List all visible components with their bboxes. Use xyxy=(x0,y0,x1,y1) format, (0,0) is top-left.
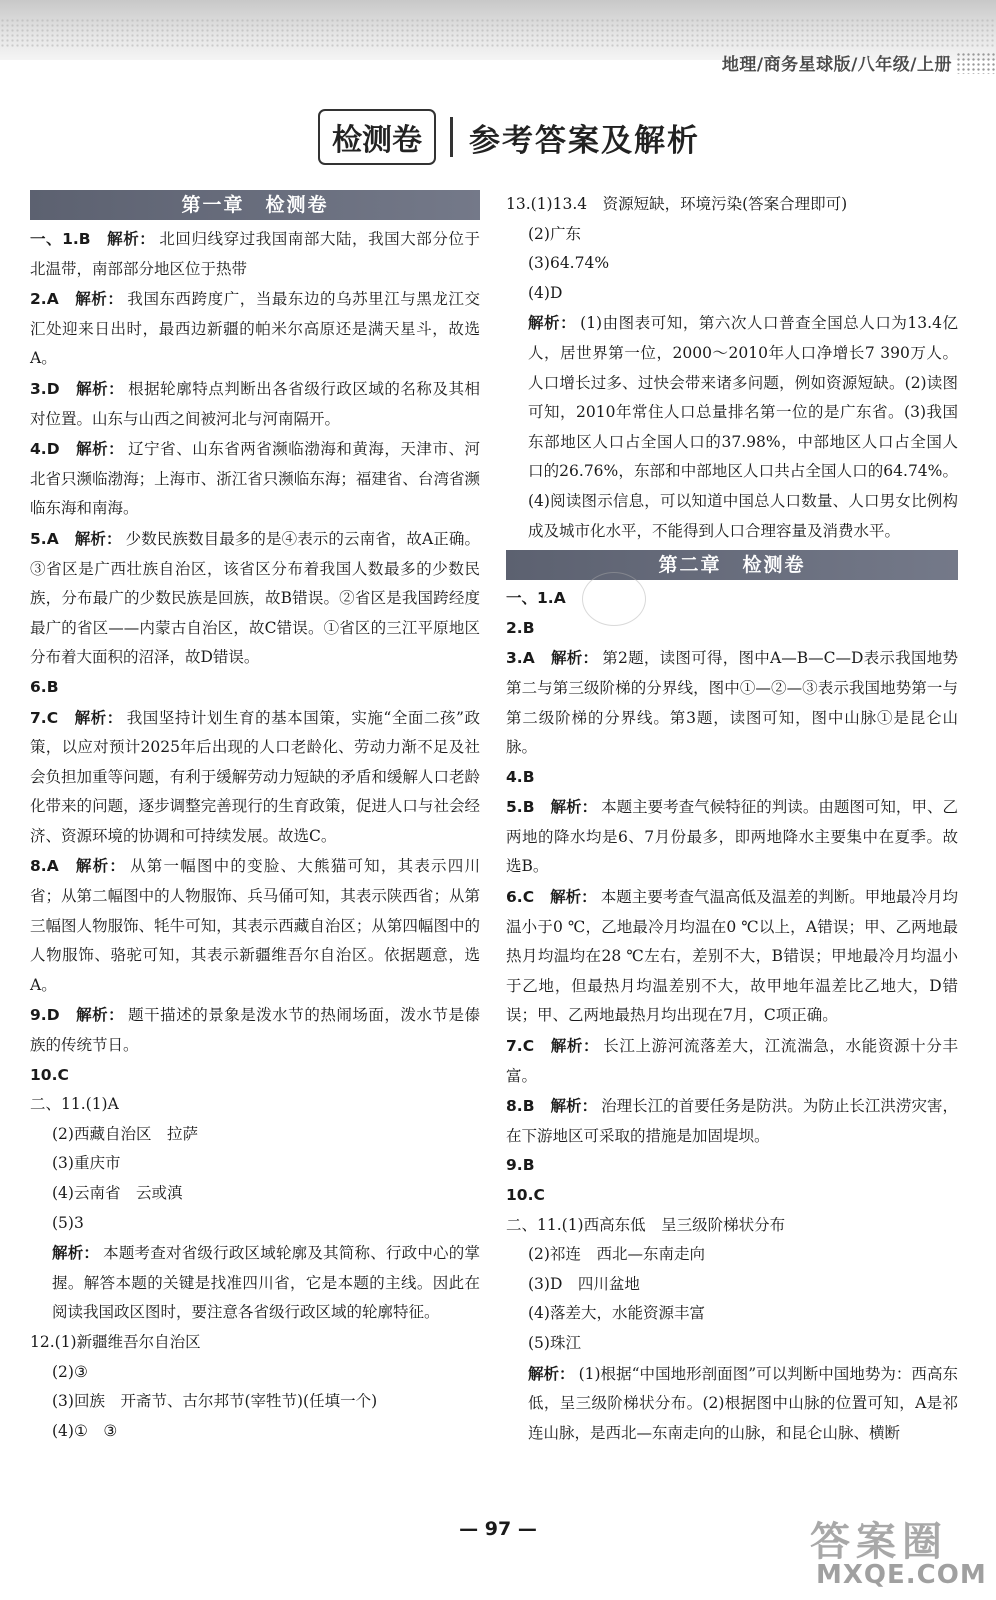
question-number: 7. xyxy=(30,708,47,727)
answer-line: (3)回族 开斋节、古尔邦节(宰牲节)(任填一个) xyxy=(52,1392,378,1411)
answer-item xyxy=(506,614,958,644)
answer-choice: B xyxy=(46,677,59,696)
analysis-text: 治理长江的首要任务是防洪。为防止长江洪涝灾害，在下游地区可采取的措施是加固堤坝。 xyxy=(506,1097,958,1145)
analysis-text: (1)由图表可知，第六次人口普查全国总人口为13.4亿人，居世界第一位，2000～2010年人口净增长7 390万人。人口增长过多、过快会带来诸多问题，例如资源短缺。(2)读图可知，2010年常住人口总量排名第一位的是广东省。(3)我国东部地区人口占全国人口的37.98%，中部地区人口占全国人口的26.76%，东部和中部地区人口共占全国人口的64.74%。(4)阅读图示信息，可以知道中国总人口数量、人口男女比例构成及城市化水平，不能得到人口合理容量及消费水平。 xyxy=(528,314,958,540)
analysis-label: 解析： xyxy=(74,856,127,876)
question-number: 7. xyxy=(506,1037,523,1056)
analysis-text: 少数民族数目最多的是④表示的云南省，故A正确。③省区是广西壮族自治区，该省区分布着我国人数最多的少数民族，分布最广的少数民族是回族，故B错误。②省区是我国跨经度最广的省区——内蒙古自治区，故C错误。①省区的三江平原地区分布着大面积的沼泽，故D错误。 xyxy=(30,529,480,667)
answer-q11-ch2 xyxy=(506,1211,958,1449)
answer-choice: C xyxy=(46,708,59,727)
analysis-label: 解析： xyxy=(550,1036,600,1056)
answer-choice: B xyxy=(522,798,535,817)
answer-choice: D xyxy=(46,1006,60,1025)
analysis-text: 我国东西跨度广，当最东边的乌苏里江与黑龙江交汇处迎来日出时，最西边新疆的帕米尔高原还是满天星斗，故选A。 xyxy=(30,290,480,368)
answer-choice: A xyxy=(553,589,566,608)
answer-item xyxy=(506,1151,958,1181)
faint-stamp-mark xyxy=(582,572,646,626)
answer-choice: C xyxy=(522,1037,535,1056)
answer-item xyxy=(506,792,958,882)
analysis-text: 北回归线穿过我国南部大陆，我国大部分位于北温带，南部部分地区位于热带 xyxy=(30,230,480,278)
answer-line: (2)广东 xyxy=(528,224,581,243)
analysis-label: 解析： xyxy=(75,439,125,459)
question-number: 5. xyxy=(506,798,523,817)
answer-choice: A xyxy=(46,290,59,309)
question-number: 2. xyxy=(506,618,523,637)
header-dot-pattern xyxy=(956,52,996,74)
analysis-text: 第2题，读图可得，图中A—B—C—D表示我国地势第二与第三级阶梯的分界线，图中①—②—③表示我国地势第一与第二级阶梯的分界线。第3题，读图可知，图中山脉①是昆仑山脉。 xyxy=(506,649,958,757)
answer-item xyxy=(506,584,958,614)
answer-item xyxy=(30,1000,480,1060)
answer-line: (2)③ xyxy=(52,1362,88,1381)
question-number: 4. xyxy=(30,440,47,459)
analysis-label: 解析： xyxy=(75,1005,125,1025)
answer-line: 二、11.(1)A xyxy=(30,1095,119,1114)
question-number: 一、1. xyxy=(30,230,79,248)
analysis-text: 长江上游河流落差大，江流湍急，水能资源十分丰富。 xyxy=(506,1037,958,1085)
answer-choice: B xyxy=(522,1097,535,1116)
answer-line: (3)重庆市 xyxy=(52,1154,121,1173)
answer-list-ch2 xyxy=(506,584,958,1210)
answer-choice: A xyxy=(522,649,535,668)
answer-item xyxy=(30,524,480,673)
analysis-label: 解析： xyxy=(74,528,122,548)
answer-q13-ch1 xyxy=(506,190,958,546)
answer-line: 二、11.(1)西高东低 呈三级阶梯状分布 xyxy=(506,1215,786,1234)
answer-item xyxy=(506,882,958,1031)
analysis-label: 解析： xyxy=(74,289,124,309)
question-number: 8. xyxy=(506,1097,523,1116)
answer-line: (4)① ③ xyxy=(52,1421,118,1440)
answer-choice: C xyxy=(522,888,535,907)
analysis-text: 辽宁省、山东省两省濒临渤海和黄海，天津市、河北省只濒临渤海；上海市、浙江省只濒临东海；福建省、台湾省濒临东海和南海。 xyxy=(30,440,480,518)
right-column xyxy=(506,190,958,1448)
site-watermark-logo xyxy=(810,1510,987,1590)
answer-q12-ch1 xyxy=(30,1328,480,1446)
question-number: 3. xyxy=(30,379,47,398)
answer-item xyxy=(30,1061,480,1091)
answer-line: (2)祁连 西北—东南走向 xyxy=(528,1245,705,1264)
analysis-paragraph xyxy=(30,1238,480,1328)
answer-choice: D xyxy=(46,379,60,398)
answer-choice: C xyxy=(533,1186,545,1204)
watermark-top: 答案圈 xyxy=(810,1519,948,1565)
answer-item xyxy=(506,643,958,762)
answer-item xyxy=(506,763,958,793)
analysis-text: 根据轮廓特点判断出各省级行政区域的名称及其相对位置。山东与山西之间被河北与河南隔开。 xyxy=(30,379,480,428)
page-title xyxy=(318,108,700,166)
title-text: 参考答案及解析 xyxy=(469,122,700,159)
question-number: 6. xyxy=(506,888,523,907)
answer-line: (4)云南省 云或滇 xyxy=(52,1184,183,1202)
answer-line: (2)西藏自治区 拉萨 xyxy=(52,1124,198,1143)
question-number: 一、1. xyxy=(506,589,554,608)
answer-choice: D xyxy=(46,440,60,459)
question-number: 9. xyxy=(30,1006,47,1025)
analysis-text: 本题主要考查气温高低及温差的判断。甲地最冷月均温小于0 ℃，乙地最冷月均温在0 ℃以上，A错误；甲、乙两地最热月均温均在28 ℃左右，差别不大，B错误；甲地最冷月均温小于乙地，但最热月均温差别不大，故甲地年温差比乙地大，D错误；甲、乙两地最热月均出现在7月，C项正确。 xyxy=(506,888,958,1025)
book-series-label: 地理/商务星球版/八年级/上册 xyxy=(721,55,952,75)
page-number: — 97 — xyxy=(459,1518,537,1540)
answer-q11-ch1 xyxy=(30,1090,480,1328)
answer-choice: B xyxy=(522,767,535,786)
answer-item xyxy=(506,1031,958,1091)
analysis-text: 从第一幅图中的变脸、大熊猫可知，其表示四川省；从第二幅图中的人物服饰、兵马俑可知，其表示陕西省；从第三幅图人物服饰、牦牛可知，其表示西藏自治区；从第四幅图中的人物服饰、骆驼可知，其表示新疆维吾尔自治区。依据题意，选A。 xyxy=(30,857,480,994)
answer-line: (5)3 xyxy=(52,1213,84,1232)
answer-item xyxy=(506,1181,958,1211)
answer-list-ch1 xyxy=(30,224,480,1090)
analysis-paragraph xyxy=(506,1359,958,1449)
analysis-label: 解析： xyxy=(550,648,599,668)
analysis-paragraph xyxy=(506,308,958,546)
analysis-label: 解析： xyxy=(528,1363,575,1383)
question-number: 6. xyxy=(30,677,47,696)
analysis-label: 解析： xyxy=(550,797,598,817)
question-number: 3. xyxy=(506,649,523,668)
answer-choice: A xyxy=(46,529,59,548)
analysis-text: 题干描述的景象是泼水节的热闹场面，泼水节是傣族的传统节日。 xyxy=(30,1006,480,1055)
answer-choice: B xyxy=(78,230,91,248)
question-number: 10. xyxy=(506,1186,534,1204)
answer-line: 12.(1)新疆维吾尔自治区 xyxy=(30,1332,201,1351)
answer-line: (3)D 四川盆地 xyxy=(528,1274,640,1293)
answer-choice: B xyxy=(522,618,535,637)
analysis-text: 本题主要考查气候特征的判读。由题图可知，甲、乙两地的降水均是6、7月份最多，即两地降水主要集中在夏季。故选B。 xyxy=(506,798,958,876)
answer-item xyxy=(30,851,480,1000)
answer-item xyxy=(30,224,480,284)
analysis-label: 解析： xyxy=(550,1096,598,1116)
answer-item xyxy=(30,673,480,703)
left-column xyxy=(30,190,480,1446)
answer-line: 13.(1)13.4 资源短缺，环境污染(答案合理即可) xyxy=(506,195,848,213)
question-number: 5. xyxy=(30,529,47,548)
answer-item xyxy=(30,434,480,524)
analysis-label: 解析： xyxy=(75,378,125,398)
answer-line: (3)64.74% xyxy=(528,254,610,273)
question-number: 2. xyxy=(30,290,47,309)
analysis-label: 解析： xyxy=(106,229,156,248)
question-number: 8. xyxy=(30,857,47,876)
analysis-label: 解析： xyxy=(74,707,123,727)
question-number: 10. xyxy=(30,1065,58,1084)
answer-line: (5)珠江 xyxy=(528,1333,581,1352)
answer-choice: B xyxy=(522,1156,535,1175)
answer-line: (4)D xyxy=(528,283,563,302)
title-divider xyxy=(450,117,453,157)
analysis-label: 解析： xyxy=(52,1243,100,1263)
analysis-label: 解析： xyxy=(528,313,577,333)
answer-item xyxy=(506,1091,958,1151)
analysis-label: 解析： xyxy=(550,887,597,907)
answer-line: (4)落差大，水能资源丰富 xyxy=(528,1304,705,1323)
answer-item xyxy=(30,703,480,852)
title-box: 检测卷 xyxy=(318,109,436,165)
analysis-text: 本题考查对省级行政区域轮廓及其简称、行政中心的掌握。解答本题的关键是找准四川省，它是本题的主线。因此在阅读我国政区图时，要注意各省级行政区域的轮廓特征。 xyxy=(52,1244,480,1322)
answer-choice: A xyxy=(46,857,59,876)
watermark-bottom: MXQE.COM xyxy=(816,1560,987,1590)
analysis-text: (1)根据“中国地形剖面图”可以判断中国地势为：西高东低，呈三级阶梯状分布。(2)根据图中山脉的位置可知，A是祁连山脉，是西北—东南走向的山脉，和昆仑山脉、横断 xyxy=(528,1364,958,1442)
answer-choice: C xyxy=(57,1065,69,1084)
chapter-heading-1: 第一章 检测卷 xyxy=(30,190,480,220)
question-number: 4. xyxy=(506,767,523,786)
answer-item xyxy=(30,374,480,434)
answer-item xyxy=(30,284,480,374)
analysis-text: 我国坚持计划生育的基本国策，实施“全面二孩”政策，以应对预计2025年后出现的人口老龄化、劳动力渐不足及社会负担加重等问题，有利于缓解劳动力短缺的矛盾和缓解人口老龄化带来的问题，逐步调整完善现行的生育政策，促进人口与社会经济、资源环境的协调和可持续发展。故选C。 xyxy=(30,708,480,845)
question-number: 9. xyxy=(506,1156,523,1175)
chapter-heading-2: 第二章 检测卷 xyxy=(506,550,958,580)
